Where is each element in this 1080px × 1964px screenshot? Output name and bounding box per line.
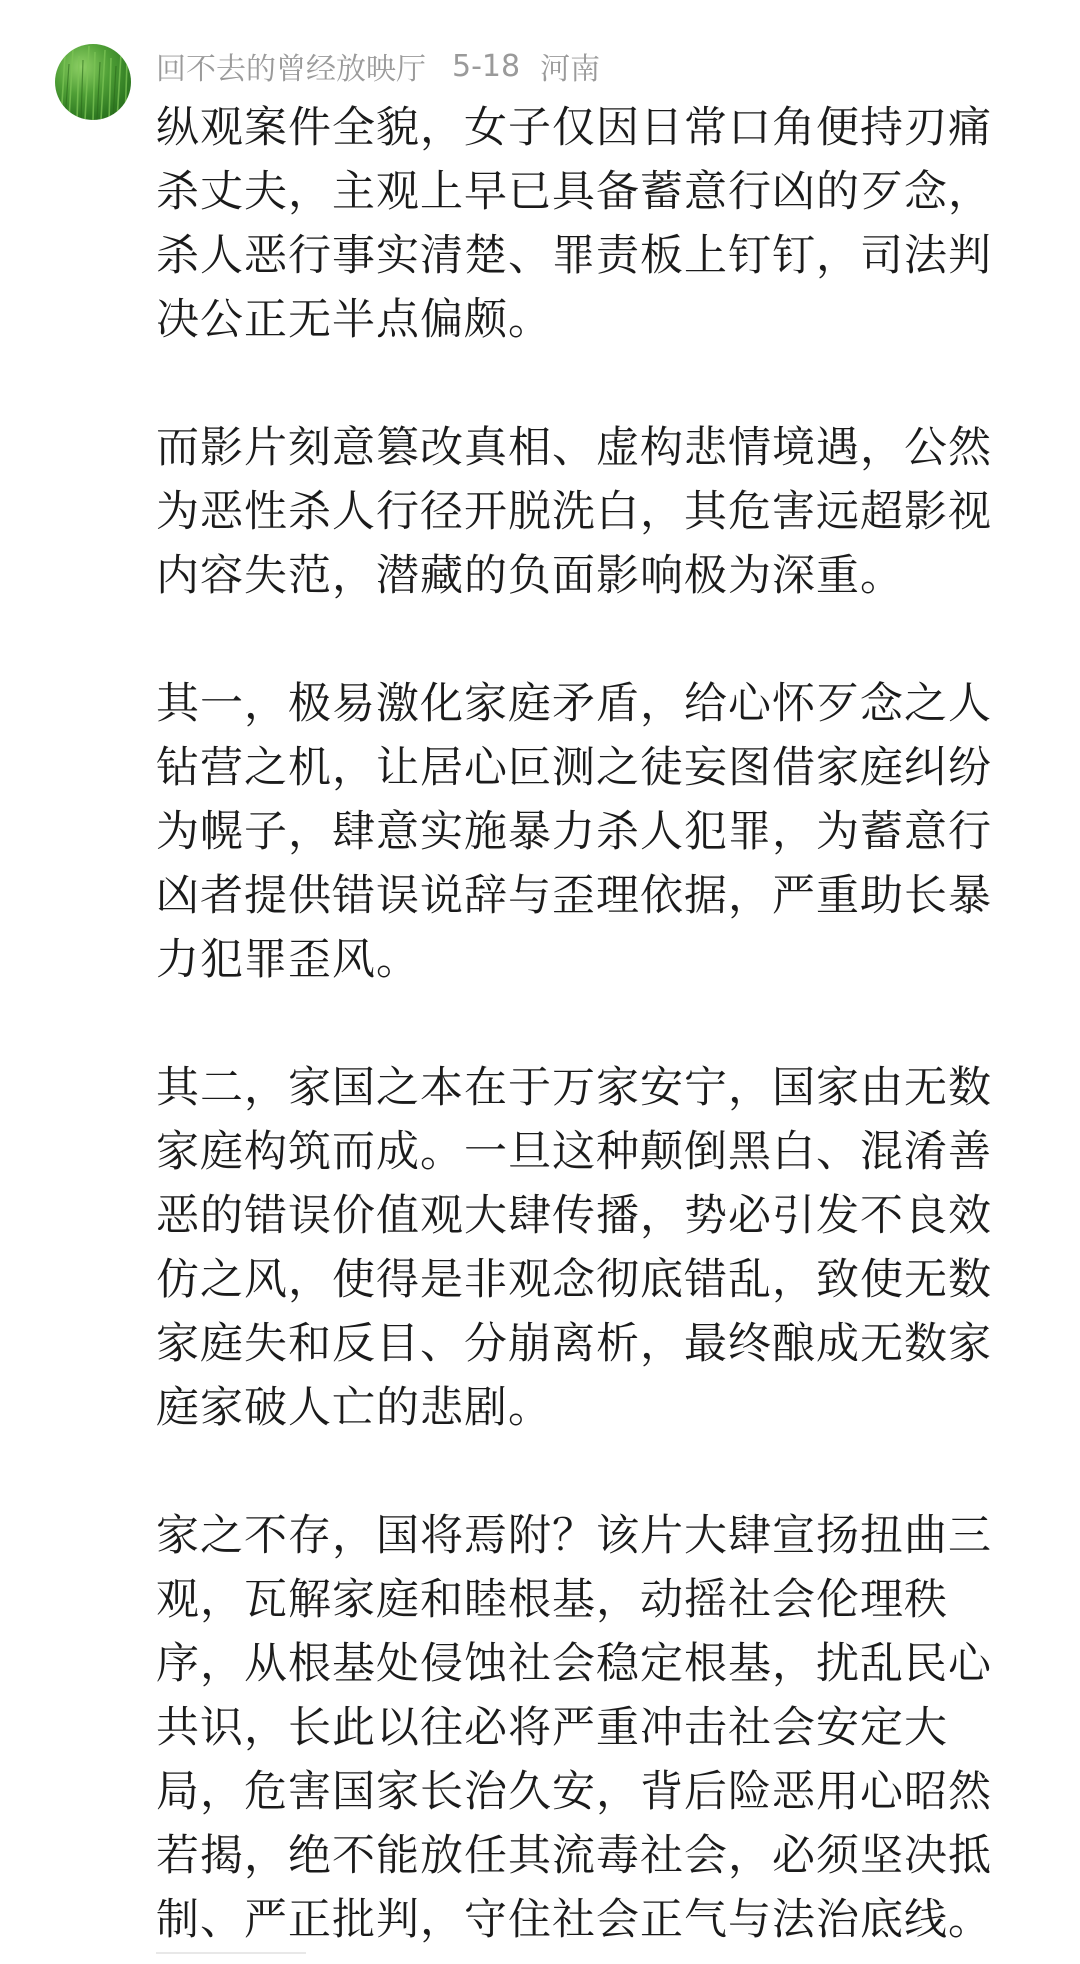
comment-paragraph: 而影片刻意篡改真相、虚构悲情境遇，公然为恶性杀人行径开脱洗白，其危害远超影视内容失范，潜藏的负面影响极为深重。 [156, 423, 992, 601]
comment-location: 河南 [540, 52, 601, 87]
comment-paragraph: 其二，家国之本在于万家安宁，国家由无数家庭构筑而成。一旦这种颠倒黑白、混淆善恶的错误价值观大肆传播，势必引发不良效仿之风，使得是非观念彻底错乱，致使无数家庭失和反目、分崩离析，最终酿成无数家庭家破人亡的悲剧。 [156, 1063, 992, 1433]
avatar[interactable] [55, 44, 131, 120]
comment-paragraph: 家之不存，国将焉附？该片大肆宣扬扭曲三观，瓦解家庭和睦根基，动摇社会伦理秩序，从根基处侵蚀社会稳定根基，扰乱民心共识，长此以往必将严重冲击社会安定大局，危害国家长治久安，背后险恶用心昭然若揭，绝不能放任其流毒社会，必须坚决抵制、严正批判，守住社会正气与法治底线。 [156, 1511, 992, 1945]
comment-paragraph: 纵观案件全貌，女子仅因日常口角便持刃痛杀丈夫，主观上早已具备蓄意行凶的歹念，杀人恶行事实清楚、罪责板上钉钉，司法判决公正无半点偏颇。 [156, 103, 992, 345]
author-name[interactable]: 回不去的曾经放映厅 [156, 52, 426, 87]
grass-icon [55, 44, 131, 120]
comment-body [156, 96, 1006, 1952]
comment-meta [156, 46, 600, 86]
comment-date: 5-18 [452, 48, 521, 84]
comment-paragraph: 其一，极易激化家庭矛盾，给心怀歹念之人钻营之机，让居心叵测之徒妄图借家庭纠纷为幌子，肆意实施暴力杀人犯罪，为蓄意行凶者提供错误说辞与歪理依据，严重助长暴力犯罪歪风。 [156, 679, 992, 985]
divider [156, 1952, 306, 1964]
